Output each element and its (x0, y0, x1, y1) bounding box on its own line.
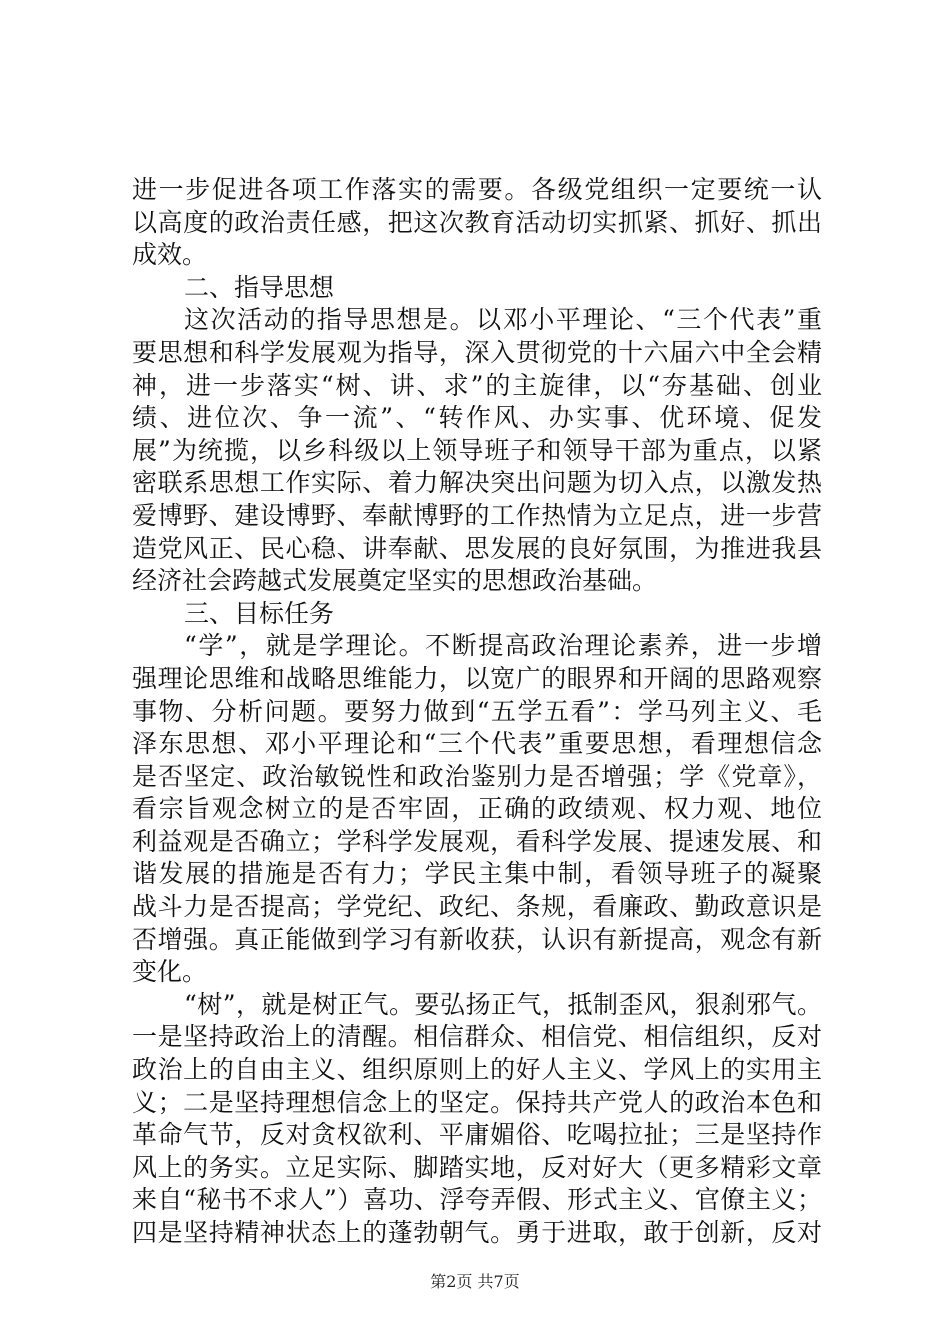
text-line: 政治上的自由主义、组织原则上的好人主义、学风上的实用主 (132, 1055, 822, 1085)
text-line: 进一步促进各项工作落实的需要。各级党组织一定要统一认 (132, 175, 822, 204)
text-line: 以高度的政治责任感，把这次教育活动切实抓紧、抓好、抓出 (132, 207, 822, 237)
text-line: 革命气节，反对贪权欲利、平庸媚俗、吃喝拉扯；三是坚持作 (132, 1120, 822, 1150)
text-line: 义；二是坚持理想信念上的坚定。保持共产党人的政治本色和 (132, 1087, 822, 1117)
text-line: “树”，就是树正气。要弘扬正气，抵制歪风，狠刹邪气。 (184, 989, 822, 1019)
text-line: “学”，就是学理论。不断提高政治理论素养，进一步增 (184, 631, 822, 661)
text-line: 爱博野、建设博野、奉献博野的工作热情为立足点，进一步营 (132, 500, 822, 530)
text-line: 造党风正、民心稳、讲奉献、思发展的良好氛围，为推进我县 (132, 533, 822, 563)
text-line: 神，进一步落实“树、讲、求”的主旋律，以“夯基础、创业 (132, 370, 822, 400)
text-line: 来自“秘书不求人”）喜功、浮夸弄假、形式主义、官僚主义； (132, 1185, 822, 1215)
text-line: 风上的务实。立足实际、脚踏实地，反对好大（更多精彩文章 (132, 1152, 822, 1182)
text-line: 事物、分析问题。要努力做到“五学五看”：学马列主义、毛 (132, 696, 822, 726)
text-line: 战斗力是否提高；学党纪、政纪、条规，看廉政、勤政意识是 (132, 892, 822, 922)
text-line: 绩、进位次、争一流”、“转作风、办实事、优环境、促发 (132, 403, 822, 433)
text-line: 是否坚定、政治敏锐性和政治鉴别力是否增强；学《党章》， (132, 761, 822, 791)
text-line: 谐发展的措施是否有力；学民主集中制，看领导班子的凝聚 (132, 859, 822, 889)
text-line: 成效。 (132, 240, 208, 270)
text-line: 经济社会跨越式发展奠定坚实的思想政治基础。 (132, 566, 658, 596)
text-line: 看宗旨观念树立的是否牢固，正确的政绩观、权力观、地位 (132, 794, 822, 824)
document-body (132, 174, 822, 1250)
text-line: 要思想和科学发展观为指导，深入贯彻党的十六届六中全会精 (132, 337, 822, 367)
text-line: 强理论思维和战略思维能力，以宽广的眼界和开阔的思路观察 (132, 663, 822, 693)
text-line: 三、目标任务 (184, 598, 335, 628)
text-line: 这次活动的指导思想是。以邓小平理论、“三个代表”重 (184, 305, 822, 335)
page-footer: 第2页 共7页 (430, 1272, 520, 1291)
text-line: 二、指导思想 (184, 272, 335, 302)
text-line: 四是坚持精神状态上的蓬勃朝气。勇于进取，敢于创新，反对 (132, 1218, 822, 1247)
text-line: 泽东思想、邓小平理论和“三个代表”重要思想，看理想信念 (132, 729, 822, 759)
text-line: 变化。 (132, 957, 208, 987)
text-line: 密联系思想工作实际、着力解决突出问题为切入点，以激发热 (132, 468, 822, 498)
text-line: 利益观是否确立；学科学发展观，看科学发展、提速发展、和 (132, 826, 822, 856)
text-line: 展”为统揽，以乡科级以上领导班子和领导干部为重点，以紧 (132, 435, 822, 465)
text-line: 一是坚持政治上的清醒。相信群众、相信党、相信组织，反对 (132, 1022, 822, 1052)
text-line: 否增强。真正能做到学习有新收获，认识有新提高，观念有新 (132, 924, 822, 954)
